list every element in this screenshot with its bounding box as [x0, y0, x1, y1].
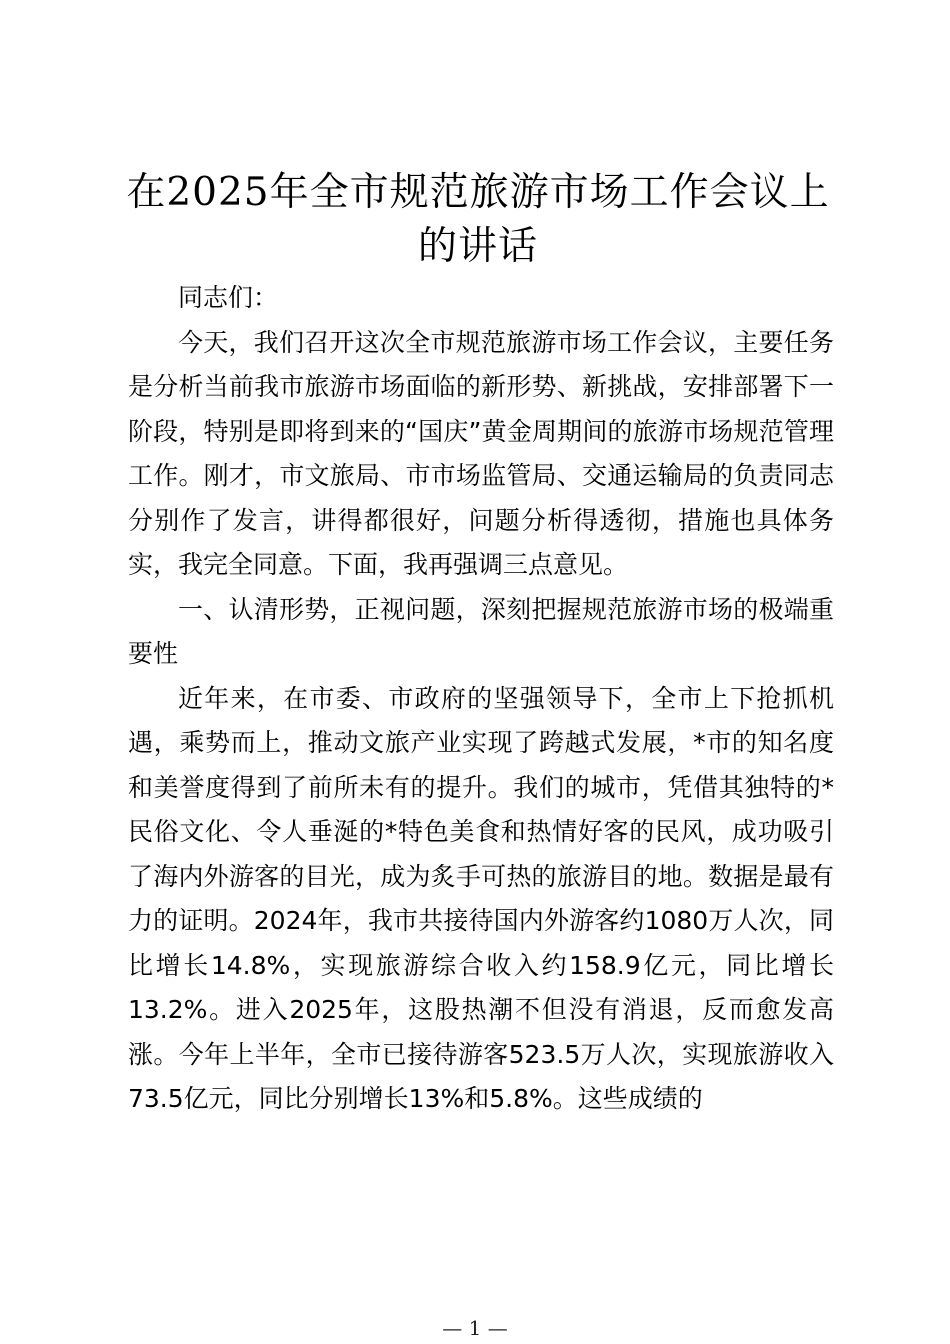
document-body: [128, 276, 834, 1122]
document-title: 在2025年全市规范旅游市场工作会议上的讲话: [126, 170, 830, 269]
page-number: — 1 —: [442, 1316, 508, 1340]
salutation: 同志们：: [178, 283, 279, 312]
paragraph-section-1: 近年来，在市委、市政府的坚强领导下，全市上下抢抓机遇，乘势而上，推动文旅产业实现了跨越式发展，*市的知名度和美誉度得到了前所未有的提升。我们的城市，凭借其独特的*民俗文化、令人垂涎的*特色美食和热情好客的民风，成功吸引了海内外游客的目光，成为炙手可热的旅游目的地。数据是最有力的证明。2024年，我市共接待国内外游客约1080万人次，同比增长14.8%，实现旅游综合收入约158.9亿元，同比增长13.2%。进入2025年，这股热潮不但没有消退，反而愈发高涨。今年上半年，全市已接待游客523.5万人次，实现旅游收入73.5亿元，同比分别增长13%和5.8%。这些成绩的: [128, 683, 834, 1113]
section-heading-1: 一、认清形势，正视问题，深刻把握规范旅游市场的极端重要性: [128, 594, 834, 668]
paragraph-intro: 今天，我们召开这次全市规范旅游市场工作会议，主要任务是分析当前我市旅游市场面临的新形势、新挑战，安排部署下一阶段，特别是即将到来的“国庆”黄金周期间的旅游市场规范管理工作。刚才，市文旅局、市市场监管局、交通运输局的负责同志分别作了发言，讲得都很好，问题分析得透彻，措施也具体务实，我完全同意。下面，我再强调三点意见。: [128, 327, 834, 579]
